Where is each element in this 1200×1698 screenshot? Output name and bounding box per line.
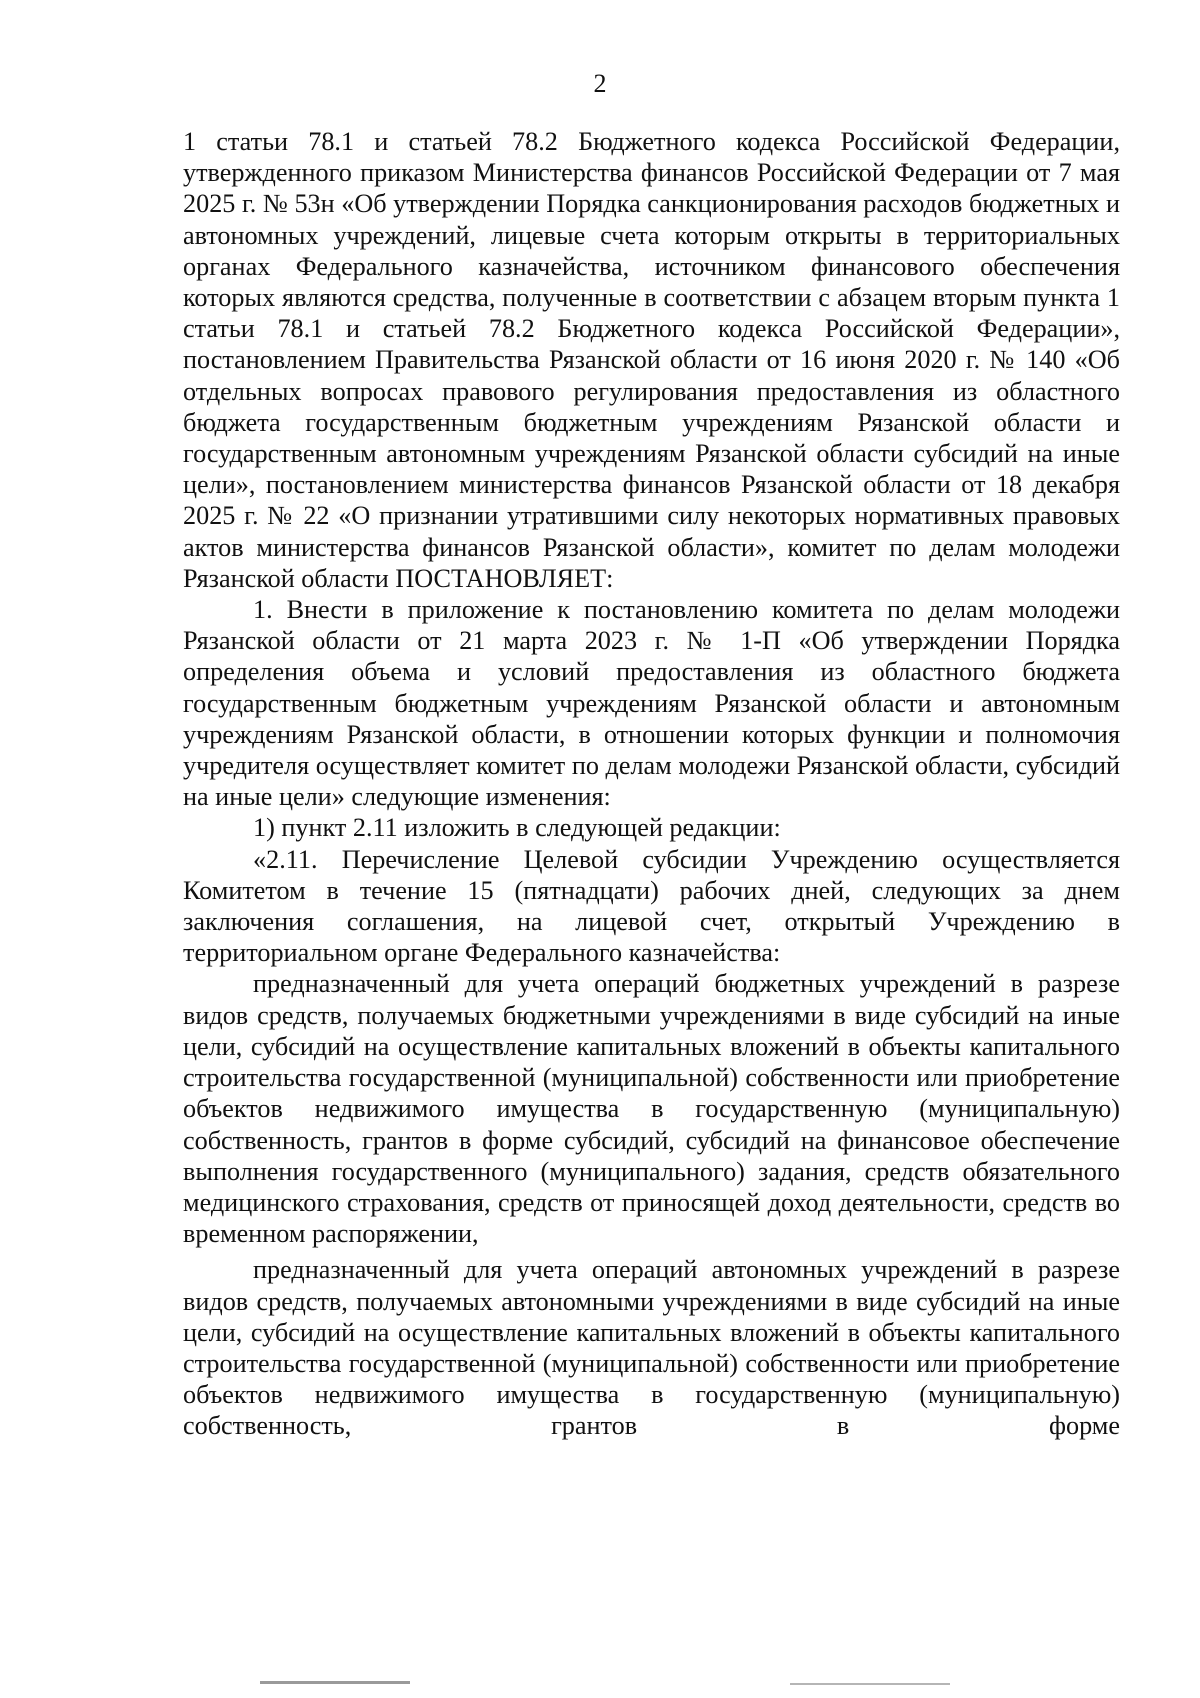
paragraph-autonomous-institutions-account: предназначенный для учета операций автономных учреждений в разрезе видов средств, получаемых автономными учреждениями в виде субсидий на иные цели, субсидий на осуществление капитальных вложений в объекты капитального строительства государственной (муниципальной) собственности или приобретение объектов недвижимого имущества в государственную (муниципальную) собственность, грантов в форме (183, 1255, 1120, 1441)
paragraph-legal-basis: 1 статьи 78.1 и статьей 78.2 Бюджетного кодекса Российской Федерации, утвержденного приказом Министерства финансов Российской Федерации от 7 мая 2025 г. № 53н «Об утверждении Порядка санкционирования расходов бюджетных и автономных учреждений, лицевые счета которым открыты в территориальных органах Федерального казначейства, источником финансового обеспечения которых являются средства, полученные в соответствии с абзацем вторым пункта 1 статьи 78.1 и статьей 78.2 Бюджетного кодекса Российской Федерации», постановлением Правительства Рязанской области от 16 июня 2020 г. № 140 «Об отдельных вопросах правового регулирования предоставления из областного бюджета государственным бюджетным учреждениям Рязанской области и государственным автономным учреждениям Рязанской области субсидий на иные цели», постановлением министерства финансов Рязанской области от 18 декабря 2025 г. № 22 «О признании утратившими силу некоторых нормативных правовых актов министерства финансов Рязанской области», комитет по делам молодежи Рязанской области ПОСТАНОВЛЯЕТ: (183, 127, 1120, 593)
paragraph-amendment-intro: 1. Внести в приложение к постановлению комитета по делам молодежи Рязанской области от 21 марта 2023 г. № 1-П «Об утверждении Порядка определения объема и условий предоставления из областного бюджета государственным бюджетным учреждениям Рязанской области и автономным учреждениям Рязанской области, в отношении которых функции и полномочия учредителя осуществляет комитет по делам молодежи Рязанской области, субсидий на иные цели» следующие изменения: (183, 595, 1120, 812)
paragraph-clause-2-11: «2.11. Перечисление Целевой субсидии Учреждению осуществляется Комитетом в течение 15 (пятнадцати) рабочих дней, следующих за днем заключения соглашения, на лицевой счет, открытый Учреждению в территориальном органе Федерального казначейства: (183, 844, 1120, 968)
document-body (183, 126, 1120, 1442)
page-number: 2 (593, 69, 607, 98)
paragraph-budget-institutions-account: предназначенный для учета операций бюджетных учреждений в разрезе видов средств, получаемых бюджетными учреждениями в виде субсидий на иные цели, субсидий на осуществление капитальных вложений в объекты капитального строительства государственной (муниципальной) собственности или приобретение объектов недвижимого имущества в государственную (муниципальную) собственность, грантов в форме субсидий, субсидий на финансовое обеспечение выполнения государственного (муниципального) задания, средств обязательного медицинского страхования, средств от приносящей доход деятельности, средств во временном распоряжении, (183, 969, 1120, 1249)
scan-artifact-line (260, 1681, 410, 1684)
scan-artifact-line (790, 1683, 950, 1685)
paragraph-item-1: 1) пункт 2.11 изложить в следующей редакции: (253, 813, 781, 843)
